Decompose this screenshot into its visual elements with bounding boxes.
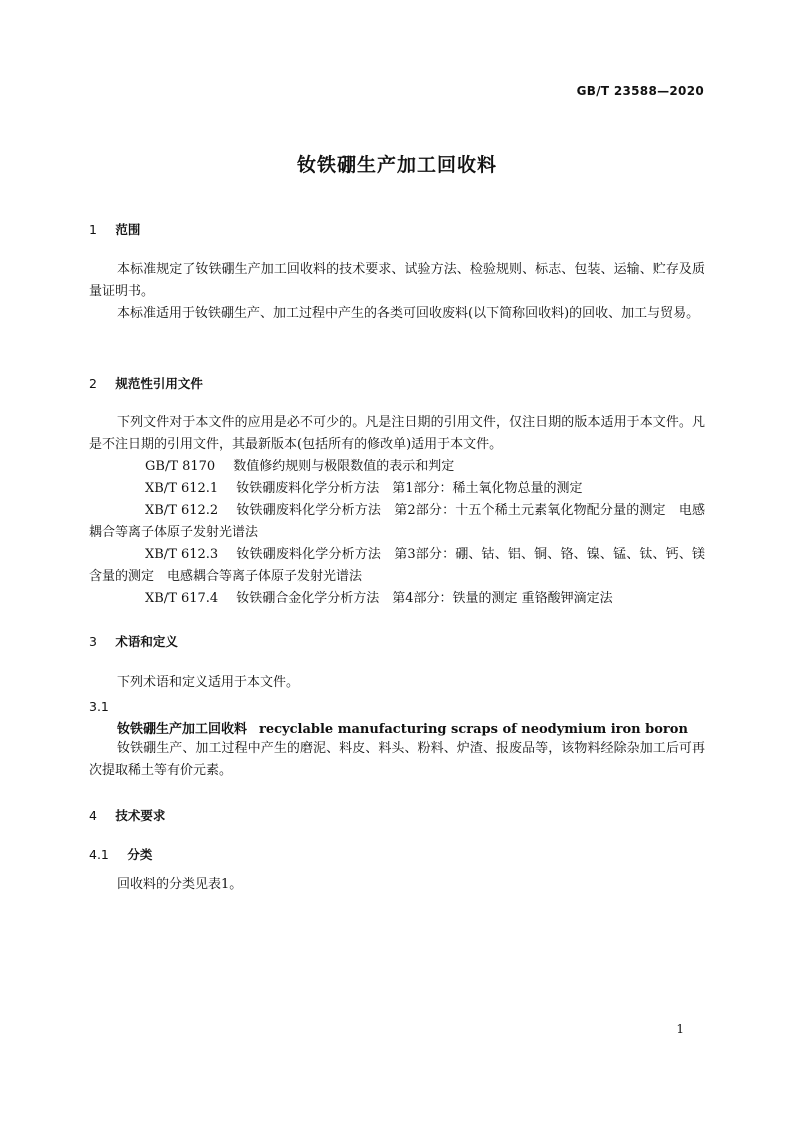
- section-2-heading: [89, 374, 203, 392]
- section-number: 3: [89, 634, 97, 649]
- standard-number: GB/T 23588—2020: [576, 84, 704, 98]
- reference-title: 钕铁硼废料化学分析方法 第3部分：硼、钴、铝、铜、铬、镍、锰、钛、钙、镁含量的测定 电感耦合等离子体原子发射光谱法: [89, 547, 705, 584]
- reference-title: 钕铁硼合金化学分析方法 第4部分：铁量的测定 重铬酸钾滴定法: [236, 591, 613, 606]
- section-4-heading: [89, 806, 165, 824]
- subsection-4-1-heading: [89, 845, 152, 863]
- reference-item: [89, 456, 705, 478]
- section-3-heading: [89, 632, 178, 650]
- references-intro: 下列文件对于本文件的应用是必不可少的。凡是注日期的引用文件，仅注日期的版本适用于本文件。凡是不注日期的引用文件，其最新版本(包括所有的修改单)适用于本文件。: [89, 415, 705, 452]
- reference-code: XB/T 617.4: [145, 591, 219, 606]
- reference-code: XB/T 612.3: [145, 547, 219, 562]
- subsection-number: 4.1: [89, 847, 109, 862]
- term-entry: [117, 718, 688, 737]
- reference-code: GB/T 8170: [145, 459, 216, 474]
- section-title: 规范性引用文件: [115, 376, 203, 391]
- section-1-heading: [89, 220, 140, 238]
- terms-intro: 下列术语和定义适用于本文件。: [117, 675, 300, 690]
- term-chinese: 钕铁硼生产加工回收料: [117, 722, 248, 737]
- term-english: recyclable manufacturing scraps of neodymium iron boron: [259, 722, 688, 737]
- reference-item: [89, 500, 705, 544]
- clause-number: 3.1: [89, 699, 109, 714]
- subsection-title: 分类: [127, 847, 153, 862]
- reference-item: [89, 544, 705, 588]
- reference-item: [89, 588, 705, 610]
- classification-paragraph: 回收料的分类见表1。: [117, 877, 243, 892]
- section-number: 4: [89, 808, 97, 823]
- term-definition: 钕铁硼生产、加工过程中产生的磨泥、料皮、料头、粉料、炉渣、报废品等，该物料经除杂加工后可再次提取稀土等有价元素。: [89, 741, 705, 778]
- document-title: 钕铁硼生产加工回收料: [296, 154, 497, 176]
- section-title: 技术要求: [115, 808, 166, 823]
- reference-title: 钕铁硼废料化学分析方法 第2部分：十五个稀土元素氧化物配分量的测定 电感耦合等离子体原子发射光谱法: [89, 503, 705, 540]
- reference-code: XB/T 612.1: [145, 481, 219, 496]
- reference-code: XB/T 612.2: [145, 503, 219, 518]
- reference-item: [89, 478, 705, 500]
- section-number: 2: [89, 376, 97, 391]
- page-number: 1: [676, 1022, 684, 1036]
- section-title: 术语和定义: [115, 634, 178, 649]
- reference-title: 数值修约规则与极限数值的表示和判定: [233, 459, 455, 474]
- scope-paragraph-2: 本标准适用于钕铁硼生产、加工过程中产生的各类可回收废料(以下简称回收料)的回收、加工与贸易。: [117, 306, 700, 321]
- section-number: 1: [89, 222, 97, 237]
- reference-title: 钕铁硼废料化学分析方法 第1部分：稀土氧化物总量的测定: [236, 481, 583, 496]
- scope-paragraph-1: 本标准规定了钕铁硼生产加工回收料的技术要求、试验方法、检验规则、标志、包装、运输、贮存及质量证明书。: [89, 262, 705, 299]
- section-title: 范围: [115, 222, 141, 237]
